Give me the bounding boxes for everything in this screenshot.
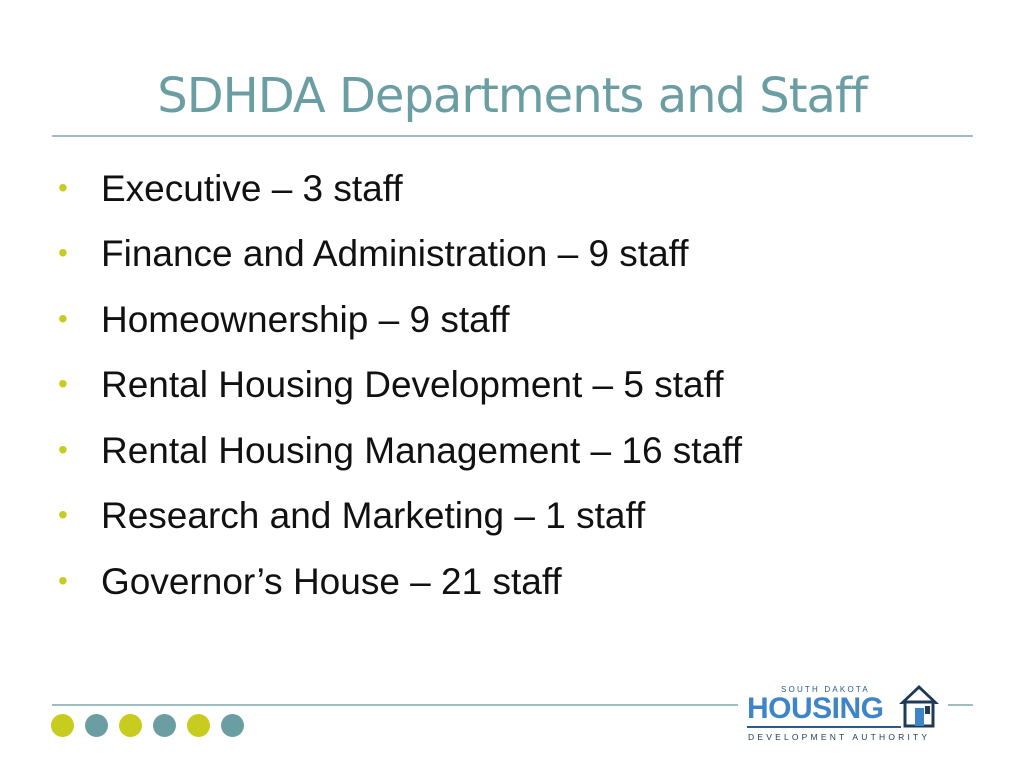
bullet-list: [56, 156, 742, 615]
footer-dot-teal: [221, 714, 244, 737]
bullet-item-homeownership: [56, 287, 742, 353]
bullet-text: Executive – 3 staff: [101, 167, 403, 209]
footer-dot-green: [187, 714, 210, 737]
footer-divider-right: [948, 704, 973, 706]
bullet-item-governors-house: [56, 549, 742, 615]
bullet-text: Finance and Administration – 9 staff: [101, 233, 689, 275]
bullet-item-finance: [56, 222, 742, 288]
bullet-item-executive: [56, 156, 742, 222]
footer-dots: [51, 714, 244, 737]
bullet-icon: •: [58, 499, 68, 531]
bullet-icon: •: [58, 564, 68, 596]
bullet-item-rental-management: [56, 418, 742, 484]
footer-dot-green: [51, 714, 74, 737]
bullet-text: Governor’s House – 21 staff: [101, 560, 562, 602]
slide-title: SDHDA Departments and Staff: [157, 68, 867, 124]
bullet-text: Research and Marketing – 1 staff: [101, 495, 646, 537]
bullet-text: Homeownership – 9 staff: [101, 298, 510, 340]
footer-divider-left: [52, 704, 738, 706]
bullet-text: Rental Housing Management – 16 staff: [101, 429, 743, 471]
bullet-text: Rental Housing Development – 5 staff: [101, 364, 724, 406]
logo-bottom-text: DEVELOPMENT AUTHORITY: [748, 732, 931, 742]
footer-dot-teal: [153, 714, 176, 737]
footer-dot-teal: [85, 714, 108, 737]
sdhda-logo: [745, 682, 945, 746]
logo-underline: [747, 726, 901, 728]
bullet-item-research-marketing: [56, 484, 742, 550]
footer-dot-green: [119, 714, 142, 737]
title-divider: [52, 135, 973, 137]
bullet-icon: •: [58, 171, 68, 203]
logo-top-text: SOUTH DAKOTA: [781, 685, 870, 694]
bullet-item-rental-development: [56, 353, 742, 419]
bullet-icon: •: [58, 302, 68, 334]
bullet-icon: •: [58, 237, 68, 269]
bullet-icon: •: [58, 433, 68, 465]
logo-main-text: HOUSING: [747, 692, 884, 725]
bullet-icon: •: [58, 368, 68, 400]
house-icon: [895, 682, 943, 730]
